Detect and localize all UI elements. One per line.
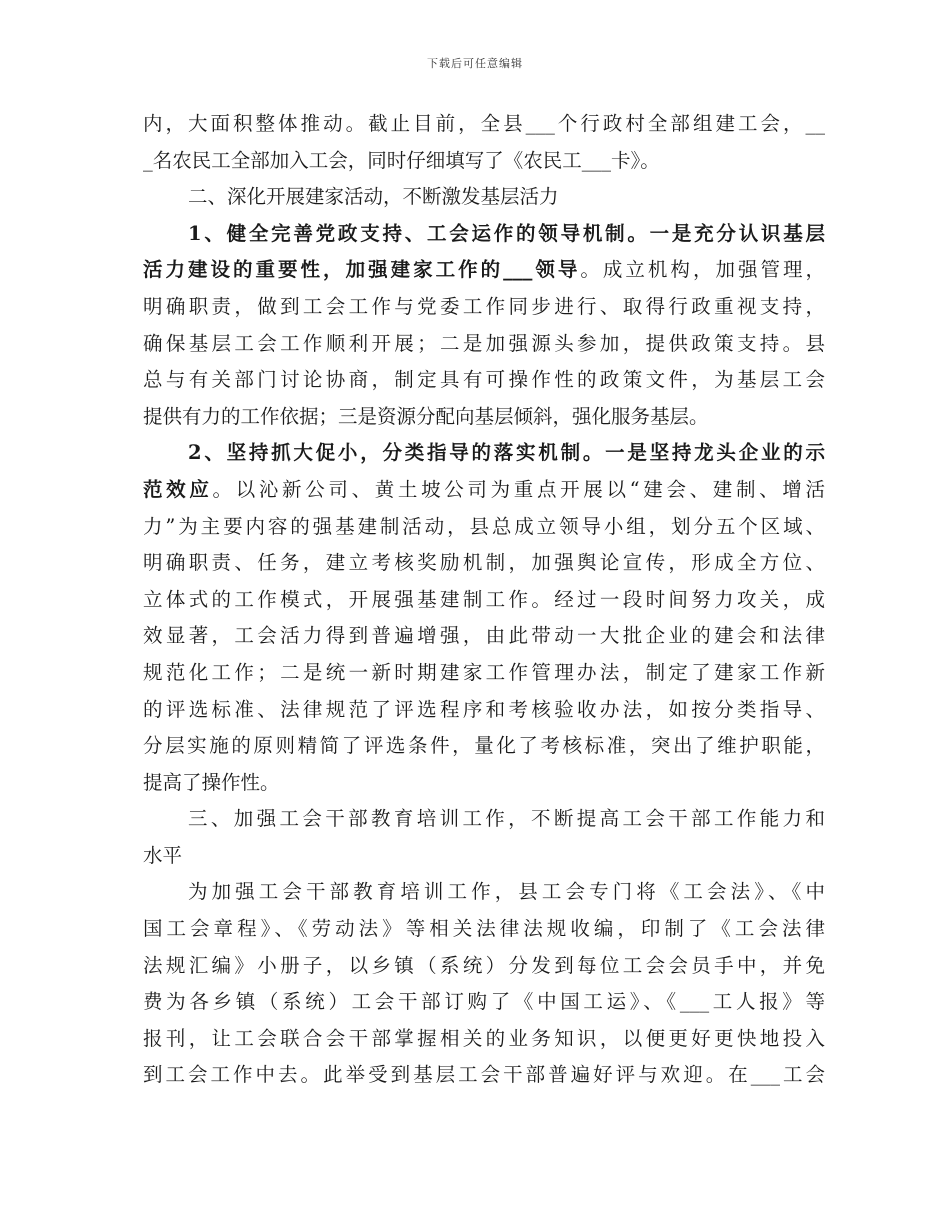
section-heading: 水平: [143, 843, 183, 867]
paragraph-line: 力”为主要内容的强基建制活动，县总成立领导小组，划分五个区域、: [143, 514, 825, 538]
paragraph-line: 规范化工作；二是统一新时期建家工作管理办法，制定了建家工作新: [143, 660, 825, 684]
page-header: 下载后可任意编辑: [427, 57, 523, 70]
paragraph-line: [143, 472, 825, 509]
paragraph-line: 为加强工会干部教育培训工作，县工会专门将《工会法》、《中: [188, 880, 825, 904]
paragraph-line: 确保基层工会工作顺利开展；二是加强源头参加，提供政策支持。县: [143, 331, 825, 355]
paragraph-line: 立体式的工作模式，开展强基建制工作。经过一段时间努力攻关，成: [143, 587, 825, 611]
document-body: [143, 106, 825, 1094]
paragraph-line: 明确职责，做到工会工作与党委工作同步进行、取得行政重视支持，: [143, 294, 825, 318]
paragraph-line: 分层实施的原则精简了评选条件，量化了考核标准，突出了维护职能，: [143, 734, 825, 758]
bold-phrase: 范效应: [143, 477, 213, 501]
paragraph-line: 到工会工作中去。此举受到基层工会干部普遍好评与欢迎。在___工会: [143, 1063, 825, 1087]
plain-phrase: 。以沁新公司、黄土坡公司为重点开展以“建会、建制、增活: [212, 477, 825, 501]
section-heading: 三、加强工会干部教育培训工作，不断提高工会干部工作能力和: [188, 807, 825, 831]
paragraph-line: 提供有力的工作依据；三是资源分配向基层倾斜，强化服务基层。: [143, 404, 709, 428]
paragraph-line: _名农民工全部加入工会，同时仔细填写了《农民工___卡》。: [143, 148, 660, 172]
paragraph-line: 国工会章程》、《劳动法》等相关法律法规收编，印制了《工会法律: [143, 917, 825, 941]
bold-phrase: 活力建设的重要性，加强建家工作的___领导: [143, 258, 581, 282]
paragraph-line: 效显著，工会活力得到普遍增强，由此带动一大批企业的建会和法律: [143, 624, 825, 648]
paragraph-line: 内，大面积整体推动。截止目前，全县___个行政村全部组建工会，__: [143, 112, 825, 135]
subsection-heading: 1、健全完善党政支持、工会运作的领导机制。一是充分认识基层: [188, 221, 825, 245]
paragraph-line: 的评选标准、法律规范了评选程序和考核验收办法，如按分类指导、: [143, 697, 825, 721]
plain-phrase: 。成立机构，加强管理，: [580, 258, 825, 282]
paragraph-line: 报刊，让工会联合会干部掌握相关的业务知识，以便更好更快地投入: [143, 1026, 825, 1050]
section-heading: 二、深化开展建家活动，不断激发基层活力: [188, 185, 559, 209]
paragraph-line: [143, 252, 825, 289]
paragraph-line: 提高了操作性。: [143, 770, 280, 794]
paragraph-line: 法规汇编》小册子，以乡镇（系统）分发到每位工会会员手中，并免: [143, 953, 825, 977]
subsection-heading: 2、坚持抓大促小，分类指导的落实机制。一是坚持龙头企业的示: [188, 441, 825, 465]
paragraph-line: 费为各乡镇（系统）工会干部订购了《中国工运》、《___工人报》等: [143, 990, 825, 1014]
paragraph-line: 明确职责、任务，建立考核奖励机制，加强舆论宣传，形成全方位、: [143, 551, 825, 575]
paragraph-line: 总与有关部门讨论协商，制定具有可操作性的政策文件，为基层工会: [143, 368, 825, 392]
